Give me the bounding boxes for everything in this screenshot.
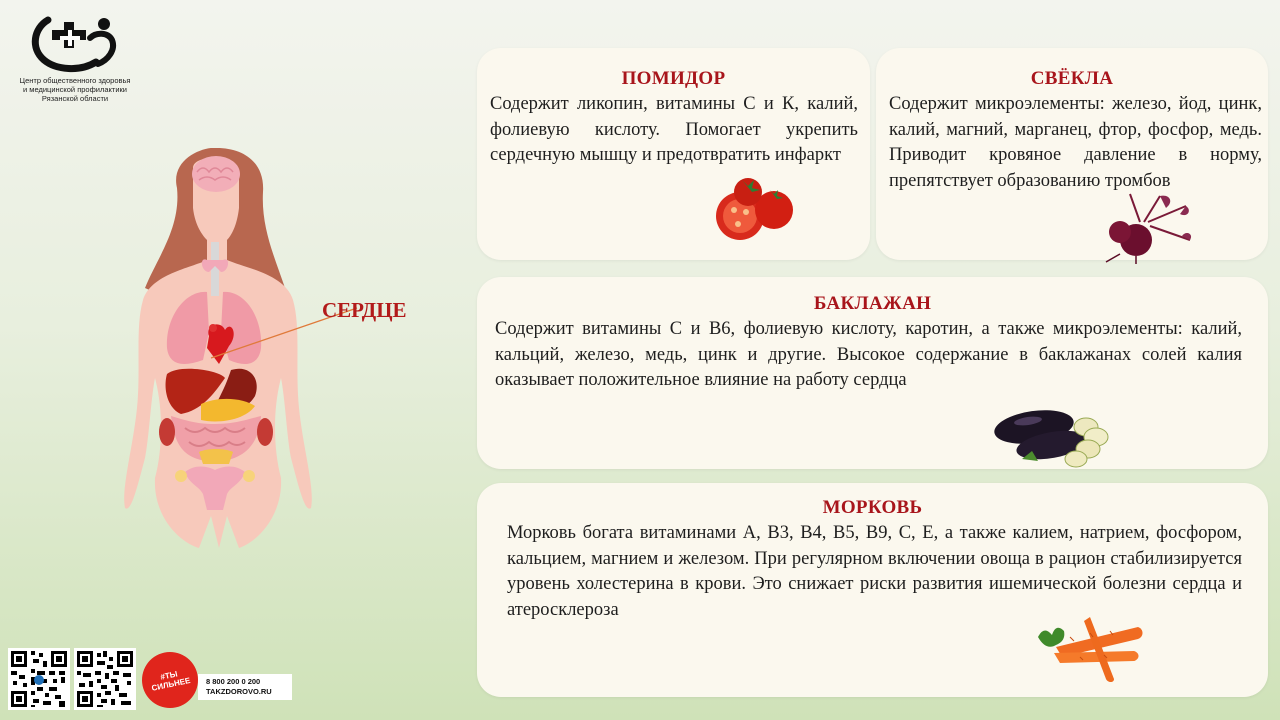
- card-text: Содержит витамины С и В6, фолиевую кислоту, каротин, а также микроэлементы: калий, кальций, железо, медь, цинк и другие. Высокое содержание в баклажанах солей калия оказывает положительное влияние на работу сердца: [495, 319, 1242, 390]
- beet-icon: [1100, 192, 1194, 264]
- card-beet: [876, 48, 1268, 260]
- logo-line-1: Центр общественного здоровья: [19, 76, 131, 85]
- card-title: СВЁКЛА: [1030, 68, 1114, 89]
- card-tomato: [477, 48, 870, 260]
- tomato-icon: [712, 170, 796, 246]
- card-carrot: [477, 483, 1268, 697]
- organ-label: СЕРДЦЕ: [322, 298, 407, 322]
- qr-code-icon[interactable]: [8, 648, 70, 710]
- card-title: МОРКОВЬ: [822, 497, 923, 518]
- hotline-site[interactable]: TAKZDOROVO.RU: [206, 687, 272, 696]
- card-title: БАКЛАЖАН: [813, 293, 932, 314]
- eggplant-icon: [992, 405, 1116, 475]
- card-text: Содержит микроэлементы: железо, йод, цинк, калий, магний, марганец, фтор, фосфор, медь. Приводит кровяное давление в норму, препятствует образованию тромбов: [889, 94, 1262, 191]
- hotline-block: [198, 674, 292, 700]
- qr-code-icon[interactable]: [74, 648, 136, 710]
- logo-line-3: Рязанской области: [41, 94, 109, 103]
- card-text: Содержит ликопин, витамины С и К, калий, фолиевую кислоту. Помогает укрепить сердечную мышцу и предотвратить инфаркт: [490, 94, 858, 165]
- campaign-badge: #ТЫ СИЛЬНЕЕ: [137, 647, 203, 713]
- card-eggplant: [477, 277, 1268, 469]
- card-text: Морковь богата витаминами А, В3, В4, В5, В9, С, Е, а также калием, натрием, фосфором, кальцием, магнием и железом. При регулярном включении овоща в рацион стабилизируется уровень холестерина в крови. Это снижает риски развития ишемической болезни сердца и атеросклероза: [507, 523, 1242, 620]
- logo-line-2: и медицинской профилактики: [23, 85, 127, 94]
- hotline-phone: 8 800 200 0 200: [206, 677, 261, 686]
- logo-icon: [30, 12, 120, 74]
- card-title: ПОМИДОР: [621, 68, 726, 89]
- carrot-icon: [1030, 607, 1146, 683]
- logo: [10, 12, 140, 103]
